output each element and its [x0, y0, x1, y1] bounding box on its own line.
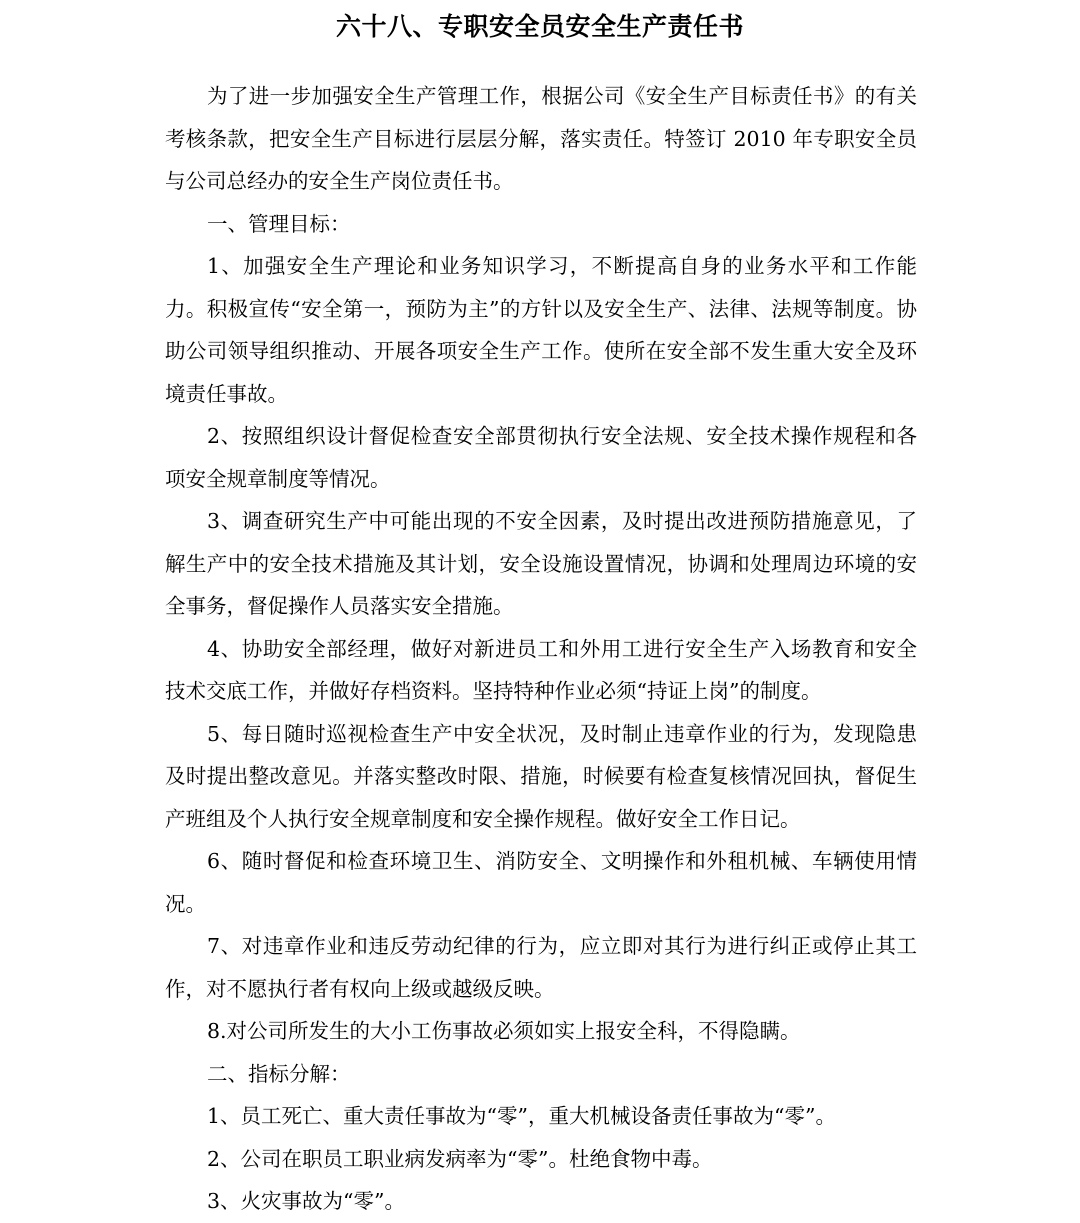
- goal-item-3: 3、调查研究生产中可能出现的不安全因素，及时提出改进预防措施意见，了解生产中的安全技术措施及其计划，安全设施设置情况，协调和处理周边环境的安全事务，督促操作人员落实安全措施。: [165, 509, 917, 618]
- document-body: [165, 75, 917, 1223]
- section-heading-indicator-breakdown: 二、指标分解：: [207, 1061, 351, 1086]
- indicator-item-2: 2、公司在职员工职业病发病率为“零”。杜绝食物中毒。: [207, 1146, 713, 1171]
- goal-item-2: 2、按照组织设计督促检查安全部贯彻执行安全法规、安全技术操作规程和各项安全规章制度等情况。: [165, 424, 917, 491]
- indicator-item-3: 3、火灾事故为“零”。: [207, 1189, 406, 1213]
- intro-paragraph: 为了进一步加强安全生产管理工作，根据公司《安全生产目标责任书》的有关考核条款，把安全生产目标进行层层分解，落实责任。特签订 2010 年专职安全员与公司总经办的安全生产岗位责任书。: [165, 84, 917, 193]
- goal-item-7: 7、对违章作业和违反劳动纪律的行为，应立即对其行为进行纠正或停止其工作，对不愿执行者有权向上级或越级反映。: [165, 934, 917, 1001]
- goal-item-6: 6、随时督促和检查环境卫生、消防安全、文明操作和外租机械、车辆使用情况。: [165, 849, 917, 916]
- goal-item-4: 4、协助安全部经理，做好对新进员工和外用工进行安全生产入场教育和安全技术交底工作，并做好存档资料。坚持特种作业必须“持证上岗”的制度。: [165, 636, 917, 703]
- section-heading-management-goals: 一、管理目标：: [207, 211, 351, 236]
- goal-item-8: 8.对公司所发生的大小工伤事故必须如实上报安全科，不得隐瞒。: [207, 1019, 801, 1043]
- indicator-item-1: 1、员工死亡、重大责任事故为“零”，重大机械设备责任事故为“零”。: [207, 1104, 836, 1128]
- goal-item-1: 1、加强安全生产理论和业务知识学习，不断提高自身的业务水平和工作能力。积极宣传“安全第一，预防为主”的方针以及安全生产、法律、法规等制度。协助公司领导组织推动、开展各项安全生产工作。使所在安全部不发生重大安全及环境责任事故。: [165, 254, 917, 406]
- document-title: 六十八、专职安全员安全生产责任书: [335, 12, 744, 41]
- goal-item-5: 5、每日随时巡视检查生产中安全状况，及时制止违章作业的行为，发现隐患及时提出整改意见。并落实整改时限、措施，时候要有检查复核情况回执，督促生产班组及个人执行安全规章制度和安全操作规程。做好安全工作日记。: [165, 721, 917, 831]
